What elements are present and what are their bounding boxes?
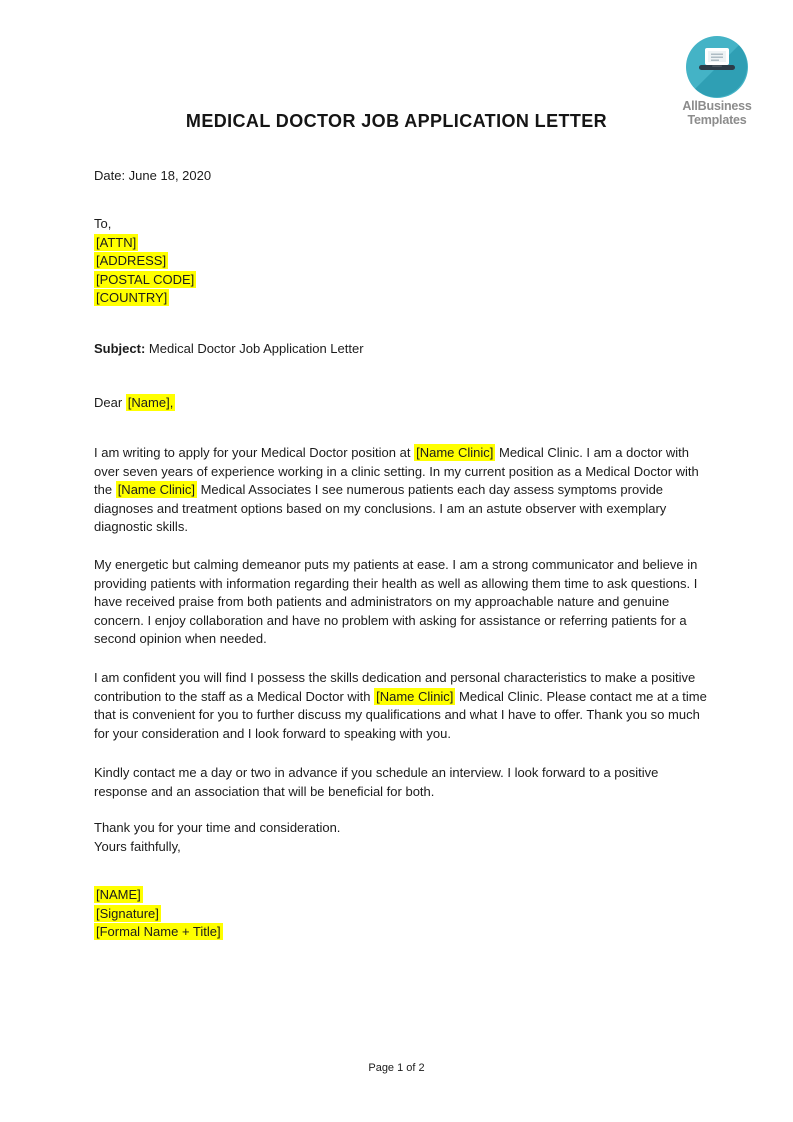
brand-name-line2: Templates: [687, 112, 747, 127]
brand-name-line1: AllBusiness: [682, 99, 752, 113]
placeholder-highlight: [Signature]: [96, 905, 159, 921]
text-segment: Medical Clinic. I am a doctor with over seven years of experience working in a clinic setting. In my current position as a Medical Doctor with the: [94, 445, 699, 498]
placeholder-highlight: [ADDRESS]: [96, 253, 167, 269]
body-paragraph: [94, 556, 710, 649]
placeholder-highlight: [NAME]: [96, 887, 141, 902]
letter-title: MEDICAL DOCTOR JOB APPLICATION LETTER: [185, 111, 608, 131]
placeholder-highlight: [Name Clinic]: [416, 445, 494, 460]
text-segment: I am writing to apply for your Medical Doctor position at: [94, 445, 415, 460]
placeholder-highlight: [Formal Name + Title]: [96, 924, 221, 940]
body-paragraph: [94, 764, 710, 801]
text-segment: Medical Associates I see numerous patients each day assess symptoms provide diagnoses and treatment options based on my conclusions. I am an astute observer with exemplary diagnostic skills.: [94, 482, 667, 535]
signature-block: [94, 886, 710, 942]
subject-label: Subject:: [94, 341, 146, 356]
placeholder-highlight: [ATTN]: [96, 234, 137, 250]
body-paragraph: [94, 444, 710, 537]
recipient-intro: To,: [94, 216, 112, 231]
laptop-icon: [686, 36, 748, 98]
placeholder-highlight: [Name],: [127, 395, 174, 410]
signature-line: [94, 886, 710, 905]
body-paragraph: [94, 669, 710, 743]
closing-line: Yours faithfully,: [94, 838, 181, 854]
closing-line: Thank you for your time and consideration.: [94, 820, 341, 835]
placeholder-highlight: [Name Clinic]: [376, 688, 454, 704]
salutation-line: [94, 394, 710, 413]
signature-line: [94, 923, 710, 942]
text-segment: Dear: [94, 395, 126, 410]
text-segment: My energetic but calming demeanor puts my patients at ease. I am a strong communicator and believe in providing patients with information regarding their health as well as allowing them time to ask questions. I have received praise from both patients and administrators on my approachable nature and genuine concern. I enjoy collaboration and have no problem with asking for assistance or referring patients for a second opinion when needed.: [94, 557, 698, 647]
closing-block: [94, 819, 710, 856]
date-line: Date: June 18, 2020: [94, 168, 212, 183]
recipient-line: [94, 289, 710, 308]
subject-text: Medical Doctor Job Application Letter: [145, 341, 364, 356]
placeholder-highlight: [COUNTRY]: [96, 290, 168, 306]
signature-line: [94, 905, 710, 924]
subject-line: [94, 340, 710, 359]
page-footer: Page 1 of 2: [368, 1062, 425, 1074]
recipient-line: [94, 234, 710, 253]
recipient-line: [94, 252, 710, 271]
text-segment: Medical Clinic. Please contact me at a time that is convenient for you to further discuss my qualifications and what I have to offer. Thank you so much for your consideration and I look forward to speaking with you.: [94, 688, 707, 741]
placeholder-highlight: [POSTAL CODE]: [96, 271, 195, 287]
recipient-block: [94, 215, 710, 308]
text-segment: Kindly contact me a day or two in advance if you schedule an interview. I look forward to a positive response and an association that will be beneficial for both.: [94, 765, 659, 799]
recipient-line: [94, 271, 710, 290]
text-segment: I am confident you will find I possess the skills dedication and personal characteristics to make a positive contribution to the staff as a Medical Doctor with: [94, 670, 696, 704]
placeholder-highlight: [Name Clinic]: [117, 482, 195, 498]
